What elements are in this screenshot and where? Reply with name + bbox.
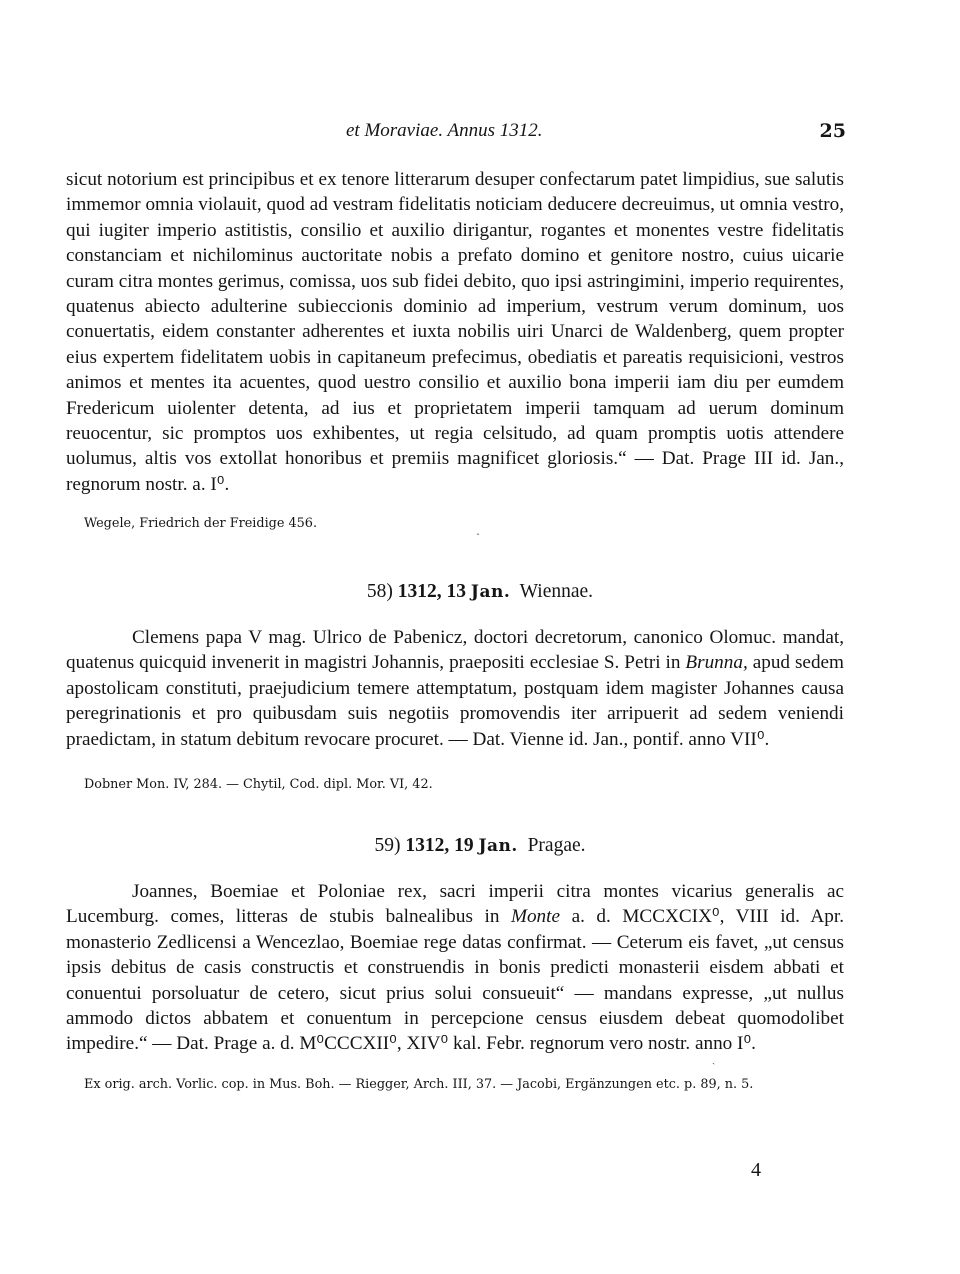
ink-speck: ˰ <box>476 522 480 536</box>
source-note-58: Dobner Mon. IV, 284. — Chytil, Cod. dipl. Mor. VI, 42. <box>84 777 433 792</box>
entry-text-part: a. d. MCCXCIX⁰, VIII id. Apr. monasterio Zedlicensi a Wencezlao, Boemiae rege datas confirmat. — Ceterum eis favet, „ut census ipsis debitus de casis constructis et construendis in bonis predicti monasterii eisdem abbati et conuentui porsoluatur de cetero, sicut prius solui consueuit“ — mandans expresse, „ut nullus ammodo dictos abbatem et conuentum in percepcione census eiusdem debeat quomodolibet impedire.“ — Dat. Prage a. d. M⁰CCCXII⁰, XIV⁰ kal. Febr. regnorum vero nostr. anno I⁰. <box>66 906 844 1055</box>
entry-text-part: Clemens papa V mag. Ulrico de Pabenicz, doctori decretorum, canonico Olomuc. mandat, quatenus quicquid invenerit in magistri Johannis, praepositi ecclesiae S. Petri in <box>66 627 844 674</box>
entry-text-italic: Monte <box>510 906 561 928</box>
paragraph-continuation: sicut notorium est principibus et ex tenore litterarum desuper confectarum patet limpidius, sue salutis immemor omnia violauit, quod ad vestram fidelitatis noticiam deducere decreuimus, ut omnia vestro, qui iugiter imperio astitistis, consilio et auxilio dirigantur, rogantes et monentes vestre fidelitatis constanciam et nichilominus auctoritate nobis a prefato domino et genitore nostro, cuius uicarie curam citra montes gerimus, comissa, uos sub fidei debito, quo ipsi astringimini, imperio requirentes, quatenus abiecto adulterine subieccionis dominio ad imperium, vestrum verum dominum, uos conuertatis, eidem constanter adherentes et iuxta nobilis uiri Unarci de Waldenberg, quem propter eius expertem fidelitatem uobis in capitaneum prefecimus, obediatis et pareatis requisicioni, vestros animos et mentes ita acuentes, quod uestro consilio et auxilio bona imperii iam diu per eumdem Fredericum uiolenter detenta, ad ius et proprietatem imperii tamquam ad uerum dominum reuocentur, sic promptos uos exhibentes, ut regia celsitudo, ad quam promptis uotis attendere uolumus, altis vos extollat honoribus et premiis magnificet gloriosis.“ — Dat. Prage III id. Jan., regnorum nostr. a. I⁰. <box>66 169 845 495</box>
page-header <box>66 120 846 144</box>
entry-place: Pragae. <box>527 835 586 856</box>
entry-text-59 <box>66 879 844 1057</box>
entry-text-part: apud sedem apostolicam constituti, praejudicium temere attemptatum, postquam idem magister Johannes causa peregrinationis et pro quibusdam suis negotiis promovendis iter arripuerit ad sedem veniendi praedictam, in statum debitum revocare procuret. — Dat. Vienne id. Jan., pontif. anno VII⁰. <box>66 652 844 750</box>
entry-number: 59) <box>374 835 401 856</box>
entry-month: Jan. <box>478 836 518 856</box>
source-note-57: Wegele, Friedrich der Freidige 456. <box>84 516 318 531</box>
entry-text-part: Joannes, Boemiae et Poloniae rex, sacri imperii citra montes vicarius generalis ac Lucemburg. comes, litteras de stubis balnealibus in <box>66 881 844 928</box>
entry-text-italic: Brunna, <box>685 652 748 674</box>
entry-month: Jan. <box>470 582 511 602</box>
entry-number: 58) <box>366 581 393 602</box>
running-title: et Moraviae. Annus 1312. <box>346 120 543 141</box>
entry-heading-58 <box>0 581 960 603</box>
ink-speck: ˏ <box>712 1054 716 1065</box>
page-number: 25 <box>819 120 846 142</box>
entry-text-58 <box>66 625 844 752</box>
entry-date: 1312, 19 <box>405 835 474 856</box>
source-note-59: Ex orig. arch. Vorlic. cop. in Mus. Boh. — Riegger, Arch. III, 37. — Jacobi, Ergänzungen etc. p. 89, n. 5. <box>84 1077 754 1092</box>
signature-mark: 4 <box>751 1159 761 1181</box>
entry-heading-59 <box>0 835 960 857</box>
entry-place: Wiennae. <box>519 581 594 602</box>
entry-date: 1312, 13 <box>397 581 467 602</box>
